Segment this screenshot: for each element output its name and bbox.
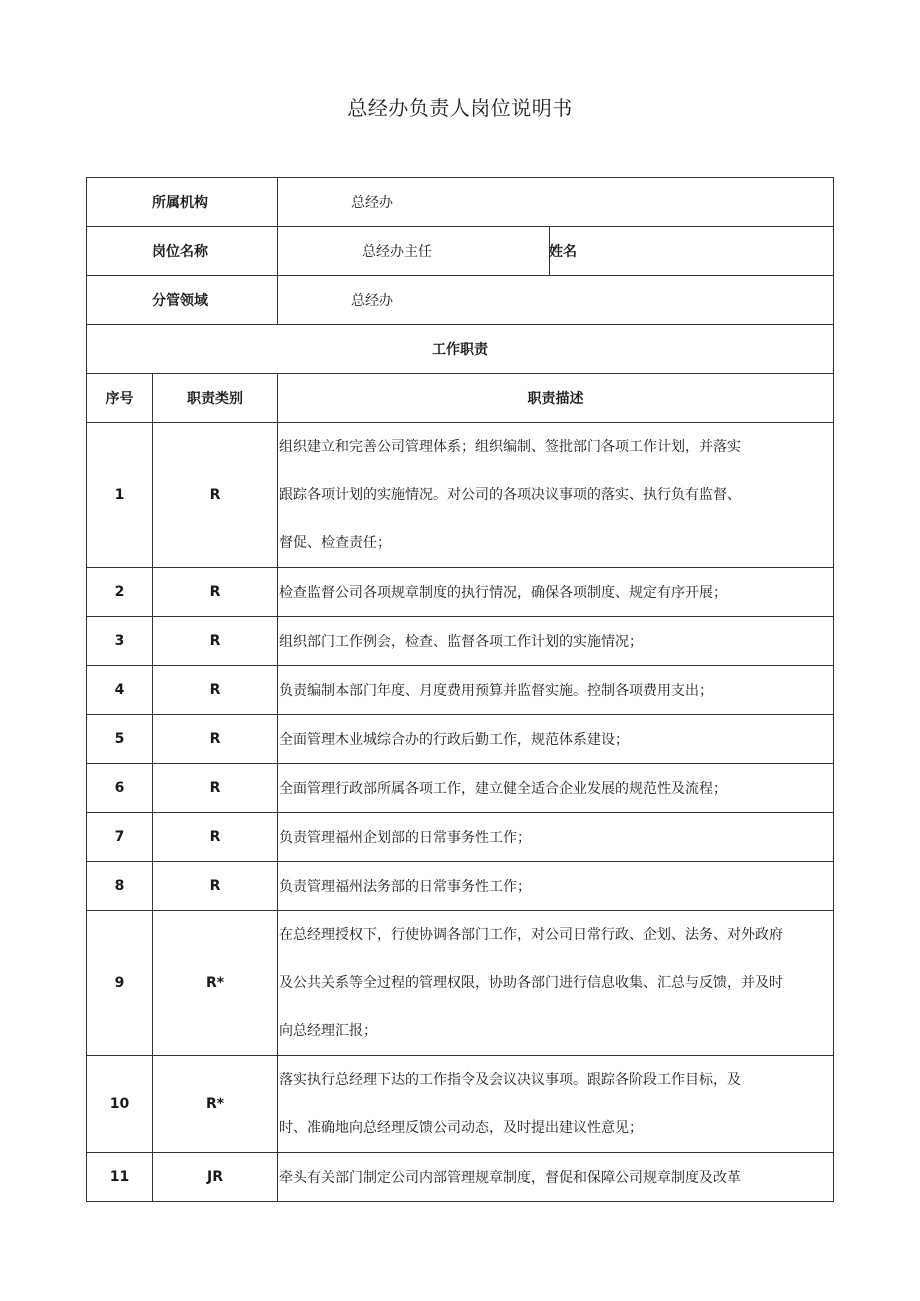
description-line: 跟踪各项计划的实施情况。对公司的各项决议事项的落实、执行负有监督、 bbox=[279, 487, 741, 503]
table-row bbox=[87, 1056, 834, 1153]
row-category: JR bbox=[153, 1153, 278, 1202]
name-label: 姓名 bbox=[549, 244, 577, 260]
org-value: 总经办 bbox=[278, 178, 834, 227]
position-row bbox=[87, 227, 834, 276]
table-row bbox=[87, 568, 834, 617]
description-line: 在总经理授权下，行使协调各部门工作，对公司日常行政、企划、法务、对外政府 bbox=[279, 927, 783, 943]
row-description bbox=[278, 617, 834, 666]
table-row bbox=[87, 862, 834, 911]
description-line: 负责管理福州企划部的日常事务性工作； bbox=[279, 830, 531, 846]
table-row bbox=[87, 715, 834, 764]
row-index: 1 bbox=[87, 423, 153, 568]
org-label: 所属机构 bbox=[87, 178, 278, 227]
table-row bbox=[87, 764, 834, 813]
row-index: 7 bbox=[87, 813, 153, 862]
table-row bbox=[87, 1153, 834, 1202]
job-description-table bbox=[86, 177, 834, 1202]
row-index: 8 bbox=[87, 862, 153, 911]
description-line: 组织部门工作例会，检查、监督各项工作计划的实施情况； bbox=[279, 634, 643, 650]
row-description bbox=[278, 813, 834, 862]
row-description bbox=[278, 715, 834, 764]
row-index: 3 bbox=[87, 617, 153, 666]
domain-label: 分管领域 bbox=[87, 276, 278, 325]
header-index: 序号 bbox=[87, 374, 153, 423]
row-description bbox=[278, 911, 834, 1056]
table-row bbox=[87, 666, 834, 715]
duties-section-title: 工作职责 bbox=[87, 325, 834, 374]
row-index: 6 bbox=[87, 764, 153, 813]
org-row bbox=[87, 178, 834, 227]
duties-header-row bbox=[87, 374, 834, 423]
table-row bbox=[87, 423, 834, 568]
row-category: R bbox=[153, 862, 278, 911]
description-line: 督促、检查责任； bbox=[279, 535, 391, 551]
domain-row bbox=[87, 276, 834, 325]
domain-value: 总经办 bbox=[278, 276, 834, 325]
row-index: 11 bbox=[87, 1153, 153, 1202]
row-category: R bbox=[153, 617, 278, 666]
row-category: R bbox=[153, 813, 278, 862]
duties-section-row bbox=[87, 325, 834, 374]
row-category: R bbox=[153, 423, 278, 568]
row-description bbox=[278, 568, 834, 617]
row-description bbox=[278, 764, 834, 813]
row-category: R bbox=[153, 764, 278, 813]
header-category: 职责类别 bbox=[153, 374, 278, 423]
description-line: 检查监督公司各项规章制度的执行情况，确保各项制度、规定有序开展； bbox=[279, 585, 727, 601]
description-line: 组织建立和完善公司管理体系；组织编制、签批部门各项工作计划，并落实 bbox=[279, 439, 741, 455]
row-category: R bbox=[153, 568, 278, 617]
row-description bbox=[278, 666, 834, 715]
description-line: 落实执行总经理下达的工作指令及会议决议事项。跟踪各阶段工作目标，及 bbox=[279, 1072, 741, 1088]
row-description bbox=[278, 1153, 834, 1202]
description-line: 向总经理汇报； bbox=[279, 1023, 377, 1039]
row-index: 10 bbox=[87, 1056, 153, 1153]
row-category: R bbox=[153, 666, 278, 715]
row-description bbox=[278, 423, 834, 568]
description-line: 时、准确地向总经理反馈公司动态，及时提出建议性意见； bbox=[279, 1120, 643, 1136]
description-line: 牵头有关部门制定公司内部管理规章制度，督促和保障公司规章制度及改革 bbox=[279, 1170, 741, 1186]
description-line: 全面管理行政部所属各项工作，建立健全适合企业发展的规范性及流程； bbox=[279, 781, 727, 797]
description-line: 负责编制本部门年度、月度费用预算并监督实施。控制各项费用支出； bbox=[279, 683, 713, 699]
header-description: 职责描述 bbox=[278, 374, 834, 423]
row-index: 5 bbox=[87, 715, 153, 764]
table-row bbox=[87, 813, 834, 862]
description-line: 负责管理福州法务部的日常事务性工作； bbox=[279, 879, 531, 895]
document-title: 总经办负责人岗位说明书 bbox=[347, 96, 573, 120]
name-cell bbox=[550, 227, 834, 276]
row-category: R bbox=[153, 715, 278, 764]
row-index: 4 bbox=[87, 666, 153, 715]
row-description bbox=[278, 1056, 834, 1153]
table-row bbox=[87, 617, 834, 666]
position-value: 总经办主任 bbox=[278, 227, 550, 276]
description-line: 及公共关系等全过程的管理权限，协助各部门进行信息收集、汇总与反馈，并及时 bbox=[279, 975, 783, 991]
row-category: R* bbox=[153, 911, 278, 1056]
row-index: 2 bbox=[87, 568, 153, 617]
row-index: 9 bbox=[87, 911, 153, 1056]
row-description bbox=[278, 862, 834, 911]
row-category: R* bbox=[153, 1056, 278, 1153]
position-label: 岗位名称 bbox=[87, 227, 278, 276]
description-line: 全面管理木业城综合办的行政后勤工作，规范体系建设； bbox=[279, 732, 629, 748]
table-row bbox=[87, 911, 834, 1056]
